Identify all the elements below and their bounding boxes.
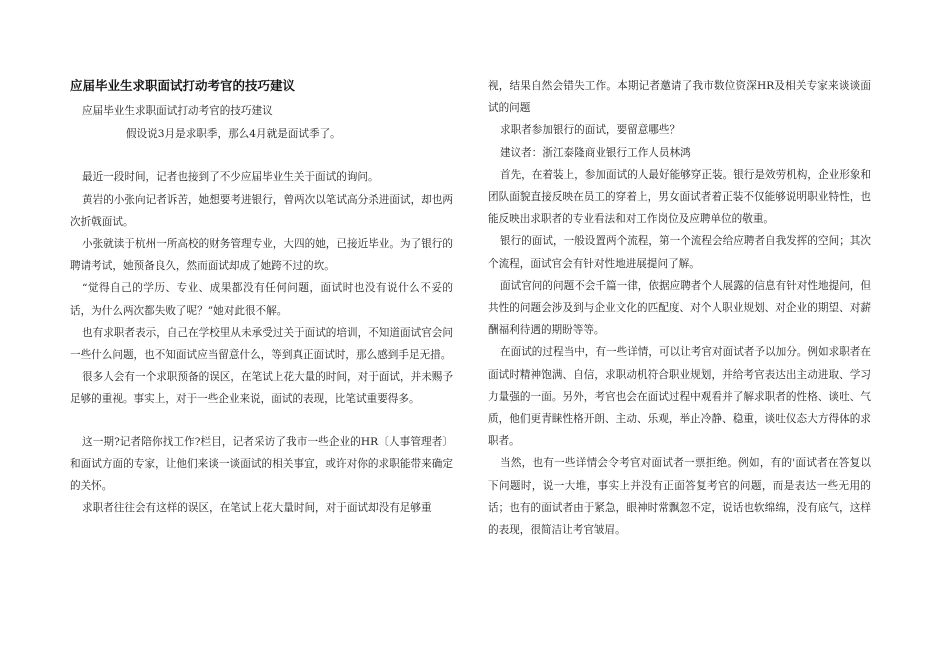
right-column — [488, 75, 871, 541]
advisor-line: 建议者：浙江泰隆商业银行工作人员林鸿 — [500, 146, 691, 159]
body-paragraph: 首先，在着装上，参加面试的人最好能够穿正装。银行是效劳机构，企业形象和团队面貌直接反映在员工的穿着上，男女面试者着正装不仅能够说明职业特性，也能反映出求职者的专业看法和对工作岗位及应聘单位的敬重。 — [488, 168, 871, 226]
body-paragraph: 面试官问的问题不会千篇一律，依据应聘者个人展露的信息有针对性地提问，但共性的问题会涉及到与企业文化的匹配度、对个人职业规划、对企业的期望、对薪酬福利待遇的期盼等等。 — [488, 279, 871, 337]
section-question: 求职者参加银行的面试，要留意哪些？ — [500, 124, 681, 137]
body-paragraph: 也有求职者表示，自己在学校里从未承受过关于面试的培训，不知道面试官会问一些什么问题，也不知面试应当留意什么，等到真正面试时，那么感到手足无措。 — [70, 326, 453, 362]
body-paragraph: 求职者往往会有这样的误区，在笔试上花大量时间，对于面试却没有足够重 — [82, 502, 432, 515]
body-paragraph: 最近一段时间，记者也接到了不少应届毕业生关于面试的询问。 — [82, 171, 379, 184]
body-paragraph-continued: 视，结果自然会错失工作。本期记者邀请了我市数位资深HR及相关专家来谈谈面试的问题 — [488, 80, 871, 115]
subtitle-paragraph: 应届毕业生求职面试打动考官的技巧建议 — [82, 105, 273, 117]
body-paragraph: 在面试的过程当中，有一些详情，可以让考官对面试者予以加分。例如求职者在面试时精神饱满、自信，求职动机符合职业规划，并给考官表达出主动进取、学习力量强的一面。另外，考官也会在面试过程中观看并了解求职者的性格、谈吐、气质，他们更青睐性格开朗、主动、乐观，举止冷静、稳重，谈吐仪态大方得体的求职者。 — [488, 346, 871, 448]
body-paragraph: “觉得自己的学历、专业、成果都没有任何问题，面试时也没有说什么不妥的话，为什么两次都失败了呢？”她对此很不解。 — [70, 282, 453, 317]
body-paragraph: 很多人会有一个求职预备的误区，在笔试上花大量的时间，对于面试，并未赐予足够的重视。事实上，对于一些企业来说，面试的表现，比笔试重要得多。 — [70, 371, 453, 406]
body-paragraph: 银行的面试，一般设置两个流程，第一个流程会给应聘者自我发挥的空间；其次个流程，面试官会有针对性地进展提问了解。 — [488, 235, 871, 270]
body-paragraph: 黄岩的小张向记者诉苦，她想要考进银行，曾两次以笔试高分杀进面试，却也两次折戟面试。 — [70, 193, 453, 228]
body-paragraph: 当然，也有一些详情会令考官对面试者一票拒绝。例如，有的'面试者在答复以下问题时，说一大堆，事实上并没有正面答复考官的问题，而是表达一些无用的话；也有的面试者由于紧急，眼神时常飘忽不定，说话也软绵绵，没有底气，这样的表现，很简洁让考官皱眉。 — [488, 457, 871, 537]
intro-paragraph: 假设说3月是求职季，那么4月就是面试季了。 — [126, 128, 341, 141]
body-paragraph: 这一期?记者陪你找工作?栏目，记者采访了我市一些企业的HR〔人事管理者〕和面试方面的专家，让他们来谈一谈面试的相关事宜，或许对你的求职能带来确定的关怀。 — [70, 435, 453, 493]
body-paragraph: 小张就读于杭州一所高校的财务管理专业，大四的她，已接近毕业。为了银行的聘请考试，她预备良久，然而面试却成了她跨不过的坎。 — [70, 238, 453, 273]
left-column — [70, 75, 453, 519]
document-title: 应届毕业生求职面试打动考官的技巧建议 — [70, 78, 296, 93]
